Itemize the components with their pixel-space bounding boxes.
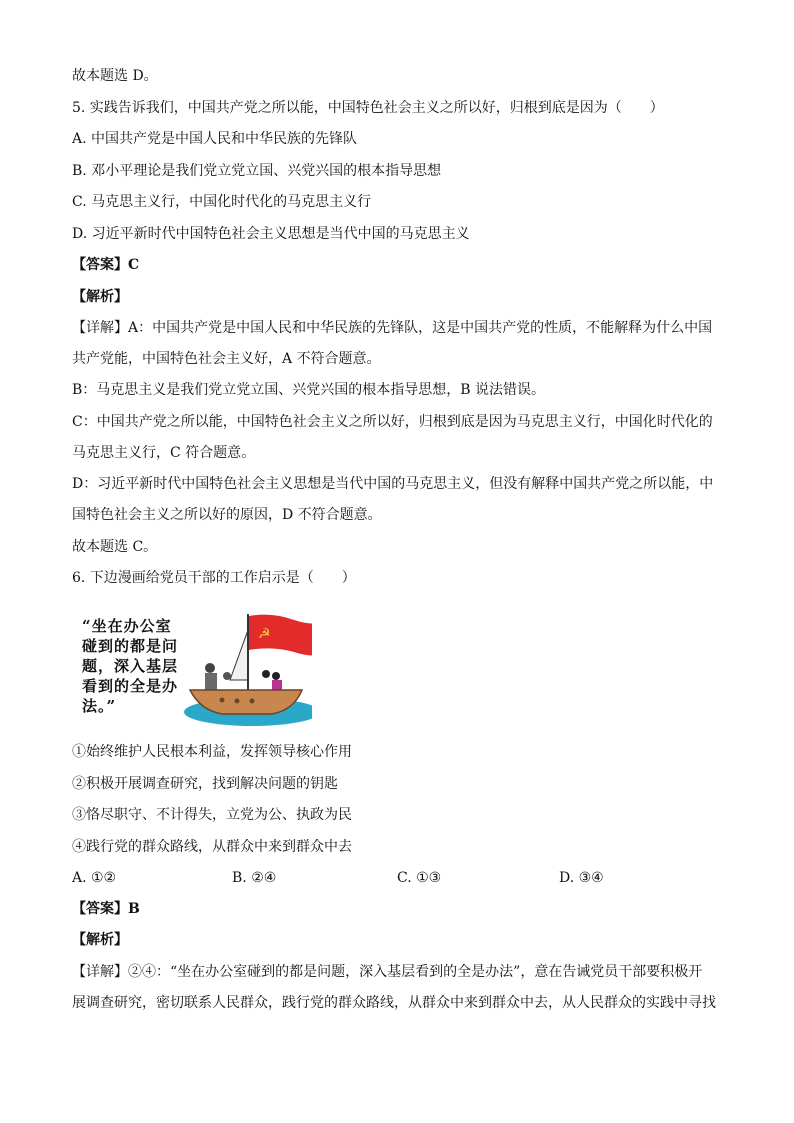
q6-analysis-heading: 【解析】 — [72, 932, 128, 948]
question-6: 6. 下边漫画给党员干部的工作启示是（ ） — [72, 570, 356, 586]
q6-option-c: C. ①③ — [397, 870, 442, 886]
caption-line: 碰到的都是问 — [82, 637, 179, 655]
figure-head — [205, 663, 215, 673]
figure-body — [205, 673, 217, 691]
q5-answer: 【答案】C — [72, 257, 140, 273]
svg-text:☭: ☭ — [258, 626, 271, 642]
q5-detail-d-2: 国特色社会主义之所以好的原因，D 不符合题意。 — [72, 507, 382, 523]
q5-detail-a-1: 【详解】A：中国共产党是中国人民和中华民族的先锋队，这是中国共产党的性质，不能解释为什么中国 — [72, 320, 713, 336]
statement-4: ④践行党的群众路线，从群众中来到群众中去 — [72, 839, 352, 855]
sail-shape — [230, 630, 248, 680]
q6-option-d: D. ③④ — [559, 870, 604, 886]
q5-option-b: B. 邓小平理论是我们党立党立国、兴党兴国的根本指导思想 — [72, 163, 442, 179]
statement-3: ③恪尽职守、不计得失，立党为公、执政为民 — [72, 807, 352, 823]
q5-detail-d-1: D：习近平新时代中国特色社会主义思想是当代中国的马克思主义，但没有解释中国共产党之所以能，中 — [72, 476, 714, 492]
caption-line: 法。” — [82, 697, 117, 715]
conclusion-text: 故本题选 D。 — [72, 68, 158, 84]
conclusion-text-2: 故本题选 C。 — [72, 539, 158, 555]
q5-option-d: D. 习近平新时代中国特色社会主义思想是当代中国的马克思主义 — [72, 226, 470, 242]
q6-option-b: B. ②④ — [232, 870, 277, 886]
caption-line: 题，深入基层 — [82, 657, 179, 675]
caption-line: “坐在办公室 — [82, 617, 172, 635]
q6-option-a: A. ①② — [72, 870, 117, 886]
statement-1: ①始终维护人民根本利益，发挥领导核心作用 — [72, 744, 352, 760]
question-5: 5. 实践告诉我们，中国共产党之所以能，中国特色社会主义之所以好，归根到底是因为（ ） — [72, 100, 664, 116]
boat-drawing — [72, 610, 312, 730]
q5-detail-c-2: 马克思主义行，C 符合题意。 — [72, 445, 256, 461]
cartoon-illustration — [72, 610, 312, 730]
q5-option-a: A. 中国共产党是中国人民和中华民族的先锋队 — [72, 131, 358, 147]
q5-option-c: C. 马克思主义行，中国化时代化的马克思主义行 — [72, 194, 372, 210]
q5-analysis-heading: 【解析】 — [72, 289, 128, 305]
q6-detail-1: 【详解】②④：“坐在办公室碰到的都是问题，深入基层看到的全是办法”，意在告诫党员干部要积极开 — [72, 964, 703, 980]
q5-detail-b: B：马克思主义是我们党立党立国、兴党兴国的根本指导思想，B 说法错误。 — [72, 382, 546, 398]
q5-detail-a-2: 共产党能，中国特色社会主义好，A 不符合题意。 — [72, 351, 381, 367]
q6-detail-2: 展调查研究，密切联系人民群众，践行党的群众路线，从群众中来到群众中去，从人民群众的实践中寻找 — [72, 995, 716, 1011]
q5-detail-c-1: C：中国共产党之所以能，中国特色社会主义之所以好，归根到底是因为马克思主义行，中国化时代化的 — [72, 414, 713, 430]
caption-line: 看到的全是办 — [82, 677, 179, 695]
q6-answer: 【答案】B — [72, 901, 140, 917]
statement-2: ②积极开展调查研究，找到解决问题的钥匙 — [72, 776, 338, 792]
